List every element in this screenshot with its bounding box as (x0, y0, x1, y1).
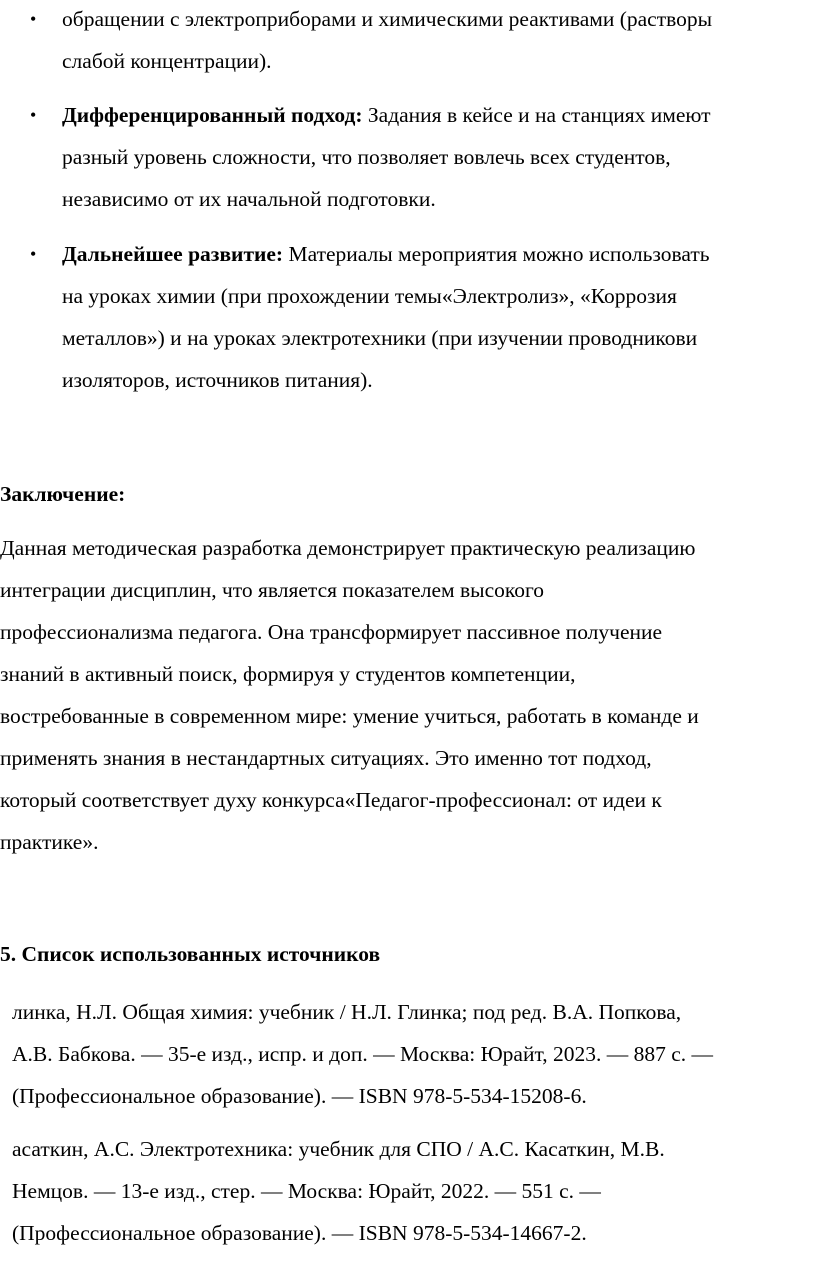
bullet-text: Дифференцированный подход: Задания в кейсе и на станциях имеют разный уровень сложности, что позволяет вовлечь всех студентов, независимо от их начальной подготовки. (62, 103, 711, 211)
conclusion-heading: Заключение: (0, 482, 126, 506)
bullet-bold-lead: Дифференцированный подход: (62, 103, 363, 127)
bullet-text: Дальнейшее развитие: Материалы мероприятия можно использовать на уроках химии (при прохождении темы«Электролиз», «Коррозия металлов») и на уроках электротехники (при изучении проводникови изоляторов, источников питания). (62, 242, 710, 392)
source-item: асаткин, А.С. Электротехника: учебник для СПО / А.С. Касаткин, М.В. Немцов. — 13-е изд., стер. — Москва: Юрайт, 2022. — 551 с. — (Профессиональное образование). — ISBN 978-5-534-14667-2. (12, 1137, 665, 1245)
bullet-icon: • (30, 105, 37, 125)
source-item: линка, Н.Л. Общая химия: учебник / Н.Л. Глинка; под ред. В.А. Попкова, А.В. Бабкова. — 35-е изд., испр. и доп. — Москва: Юрайт, 2023. — 887 с. — (Профессиональное образование). — ISBN 978-5-534-15208-6. (12, 1000, 714, 1108)
bullet-text: обращении с электроприборами и химическими реактивами (растворы слабой концентрации). (62, 7, 713, 73)
bullet-icon: • (30, 9, 37, 29)
sources-heading: 5. Список использованных источников (0, 942, 381, 966)
bullet-bold-lead: Дальнейшее развитие: (62, 242, 284, 266)
bullet-icon: • (30, 244, 37, 264)
conclusion-paragraph: Данная методическая разработка демонстрирует практическую реализацию интеграции дисциплин, что является показателем высокого профессионализма педагога. Она трансформирует пассивное получение знаний в активный поиск, формируя у студентов компетенции, востребованные в современном мире: умение учиться, работать в команде и применять знания в нестандартных ситуациях. Это именно тот подход, который соответствует духу конкурса«Педагог-профессионал: от идеи к практике». (0, 536, 699, 854)
